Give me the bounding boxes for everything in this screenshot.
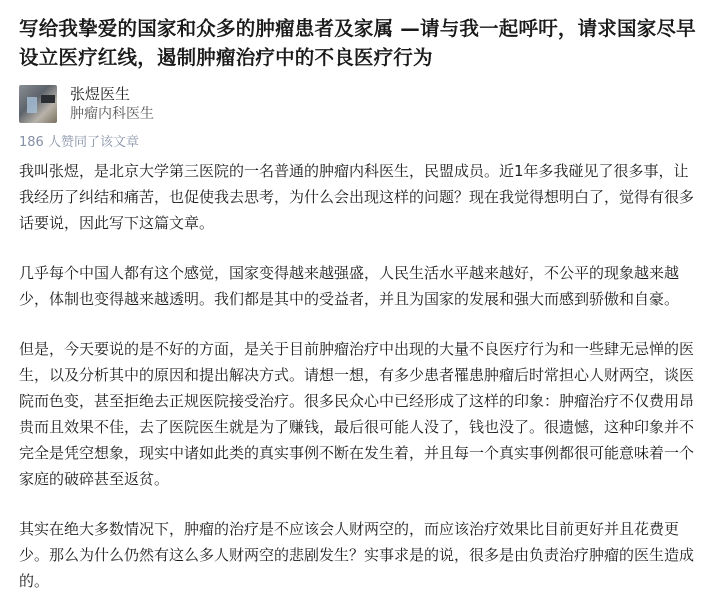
author-card[interactable] xyxy=(19,82,692,126)
likes-count: 186 人赞同了该文章 xyxy=(19,135,139,150)
author-name[interactable]: 张煜医生 xyxy=(70,85,131,103)
article-title: 写给我挚爱的国家和众多的肿瘤患者及家属 —请与我一起呼吁，请求国家尽早设立医疗红线，遏制肿瘤治疗中的不良医疗行为 xyxy=(19,17,696,69)
paragraph: 其实在绝大多数情况下，肿瘤的治疗是不应该会人财两空的，而应该治疗效果比目前更好并且花费更少。那么为什么仍然有这么多人财两空的悲剧发生？实事求是的说，很多是由负责治疗肿瘤的医生造成的。 xyxy=(19,520,695,590)
paragraph: 几乎每个中国人都有这个感觉，国家变得越来越强盛，人民生活水平越来越好，不公平的现象越来越少，体制也变得越来越透明。我们都是其中的受益者，并且为国家的发展和强大而感到骄傲和自豪。 xyxy=(19,264,680,308)
author-avatar[interactable] xyxy=(19,85,57,123)
article-body xyxy=(19,158,695,594)
paragraph: 我叫张煜，是北京大学第三医院的一名普通的肿瘤内科医生，民盟成员。近1年多我碰见了很多事，让我经历了纠结和痛苦，也促使我去思考，为什么会出现这样的问题？现在我觉得想明白了，觉得有很多话要说，因此写下这篇文章。 xyxy=(19,162,695,232)
author-info xyxy=(70,84,154,124)
paragraph: 但是，今天要说的是不好的方面，是关于目前肿瘤治疗中出现的大量不良医疗行为和一些肆无忌惮的医生，以及分析其中的原因和提出解决方式。请想一想，有多少患者罹患肿瘤后时常担心人财两空，谈医院而色变，甚至拒绝去正规医院接受治疗。很多民众心中已经形成了这样的印象：肿瘤治疗不仅费用昂贵而且效果不佳，去了医院医生就是为了赚钱，最后很可能人没了，钱也没了。很遗憾，这种印象并不完全是凭空想象，现实中诸如此类的真实事例不断在发生着，并且每一个真实事例都很可能意味着一个家庭的破碎甚至返贫。 xyxy=(19,340,695,488)
author-description: 肿瘤内科医生 xyxy=(70,106,154,122)
